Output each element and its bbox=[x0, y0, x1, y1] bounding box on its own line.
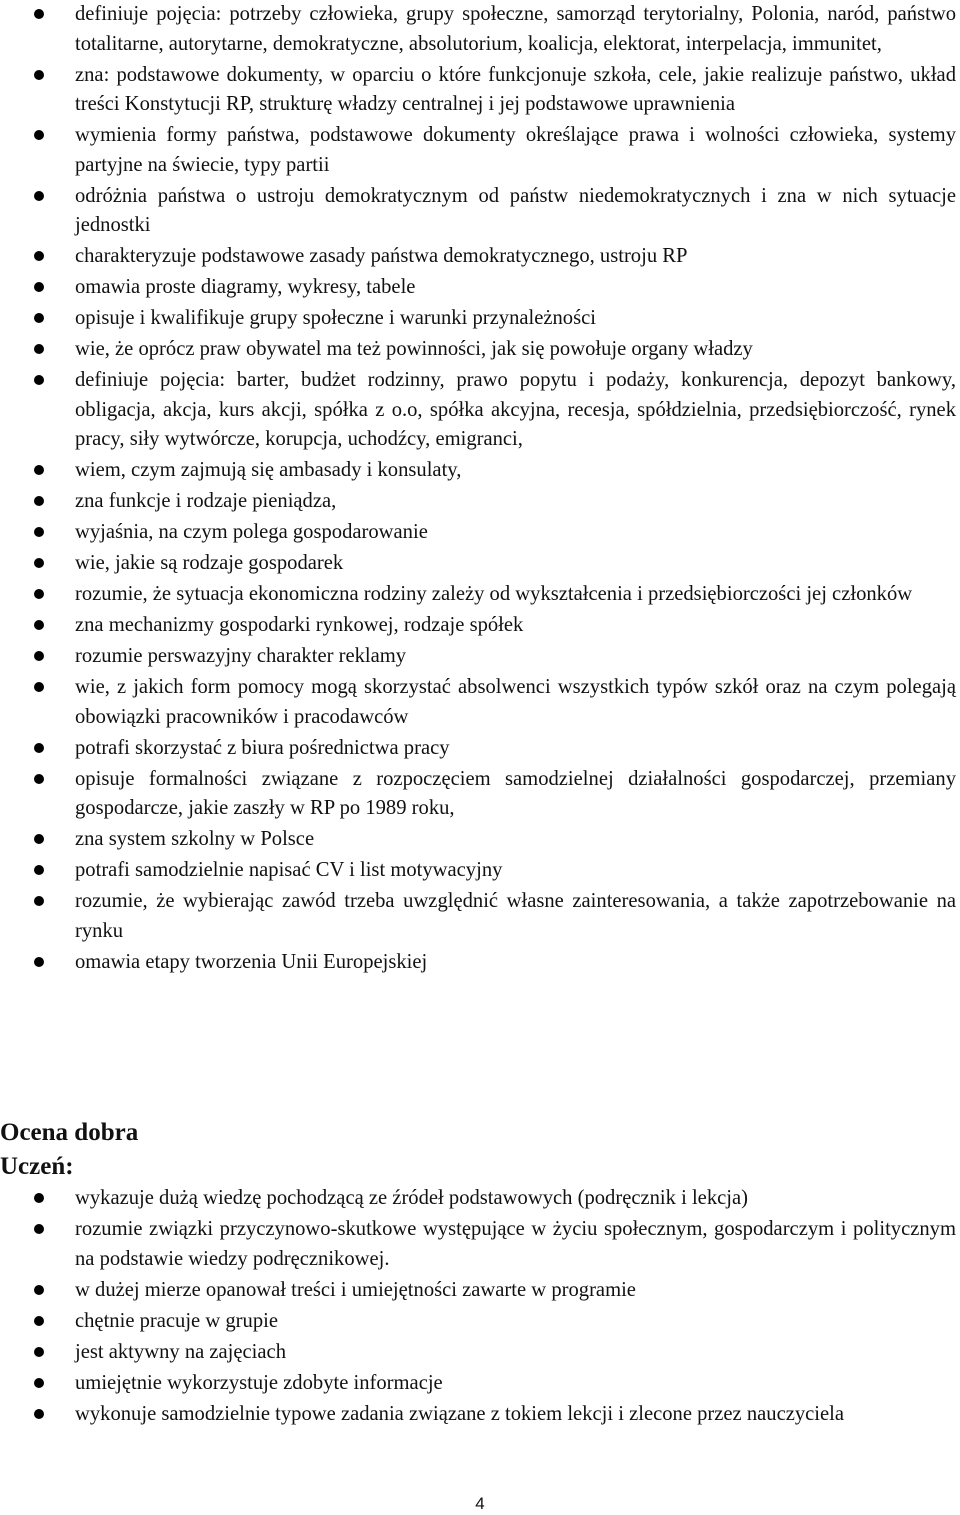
bullet-icon bbox=[34, 1224, 44, 1234]
list-item: definiuje pojęcia: barter, budżet rodzinny, prawo popytu i podaży, konkurencja, depozyt bankowy, obligacja, akcja, kurs akcji, spółka z o.o, spółka akcyjna, recesja, spółdzielnia, przedsiębiorczość, rynek pracy, siły wytwórcze, korupcja, uchodźcy, emigranci, bbox=[0, 366, 960, 455]
bullet-icon bbox=[34, 344, 44, 354]
list-item: umiejętnie wykorzystuje zdobyte informacje bbox=[0, 1369, 960, 1399]
bullet-icon bbox=[34, 957, 44, 967]
bullet-icon bbox=[34, 1378, 44, 1388]
bullet-icon bbox=[34, 282, 44, 292]
bullet-icon bbox=[34, 620, 44, 630]
list-item: omawia proste diagramy, wykresy, tabele bbox=[0, 273, 960, 303]
bullet-icon bbox=[34, 9, 44, 19]
bullet-icon bbox=[34, 1193, 44, 1203]
list-item: odróżnia państwa o ustroju demokratycznym od państw niedemokratycznych i zna w nich sytuacje jednostki bbox=[0, 182, 960, 241]
bullet-icon bbox=[34, 865, 44, 875]
page-number: 4 bbox=[475, 1494, 485, 1513]
bullet-icon bbox=[34, 682, 44, 692]
bullet-icon bbox=[34, 834, 44, 844]
bullet-icon bbox=[34, 130, 44, 140]
bullet-icon bbox=[34, 465, 44, 475]
list-item: opisuje i kwalifikuje grupy społeczne i warunki przynależności bbox=[0, 304, 960, 334]
bullet-list bbox=[0, 1184, 960, 1429]
bullet-icon bbox=[34, 496, 44, 506]
list-item: charakteryzuje podstawowe zasady państwa demokratycznego, ustroju RP bbox=[0, 242, 960, 272]
list-item: rozumie związki przyczynowo-skutkowe występujące w życiu społecznym, gospodarczym i politycznym na podstawie wiedzy podręcznikowej. bbox=[0, 1215, 960, 1274]
bullet-icon bbox=[34, 313, 44, 323]
bullet-icon bbox=[34, 896, 44, 906]
list-item: rozumie perswazyjny charakter reklamy bbox=[0, 642, 960, 672]
list-item: wykonuje samodzielnie typowe zadania związane z tokiem lekcji i zlecone przez nauczyciela bbox=[0, 1400, 960, 1430]
list-item: zna system szkolny w Polsce bbox=[0, 825, 960, 855]
list-item: zna mechanizmy gospodarki rynkowej, rodzaje spółek bbox=[0, 611, 960, 641]
grade-heading: Ocena dobra bbox=[0, 1119, 139, 1146]
list-item: rozumie, że wybierając zawód trzeba uwzględnić własne zainteresowania, a także zapotrzebowanie na rynku bbox=[0, 887, 960, 946]
list-item: zna funkcje i rodzaje pieniądza, bbox=[0, 487, 960, 517]
bullet-icon bbox=[34, 743, 44, 753]
list-item: jest aktywny na zajęciach bbox=[0, 1338, 960, 1368]
bullet-icon bbox=[34, 558, 44, 568]
bullet-icon bbox=[34, 589, 44, 599]
bullet-icon bbox=[34, 191, 44, 201]
list-item: w dużej mierze opanował treści i umiejętności zawarte w programie bbox=[0, 1276, 960, 1306]
bullet-icon bbox=[34, 651, 44, 661]
list-item: potrafi skorzystać z biura pośrednictwa pracy bbox=[0, 734, 960, 764]
list-item: chętnie pracuje w grupie bbox=[0, 1307, 960, 1337]
list-item: wyjaśnia, na czym polega gospodarowanie bbox=[0, 518, 960, 548]
list-item: wymienia formy państwa, podstawowe dokumenty określające prawa i wolności człowieka, systemy partyjne na świecie, typy partii bbox=[0, 121, 960, 180]
bullet-icon bbox=[34, 1316, 44, 1326]
bullet-icon bbox=[34, 70, 44, 80]
list-item: opisuje formalności związane z rozpoczęciem samodzielnej działalności gospodarczej, przemiany gospodarcze, jakie zaszły w RP po 1989 roku, bbox=[0, 765, 960, 824]
list-item: wie, jakie są rodzaje gospodarek bbox=[0, 549, 960, 579]
list-item: potrafi samodzielnie napisać CV i list motywacyjny bbox=[0, 856, 960, 886]
bullet-icon bbox=[34, 1285, 44, 1295]
bullet-icon bbox=[34, 774, 44, 784]
bullet-icon bbox=[34, 1347, 44, 1357]
list-item: omawia etapy tworzenia Unii Europejskiej bbox=[0, 948, 960, 978]
list-item: wie, że oprócz praw obywatel ma też powinności, jak się powołuje organy władzy bbox=[0, 335, 960, 365]
student-heading: Uczeń: bbox=[0, 1153, 74, 1180]
bullet-icon bbox=[34, 1409, 44, 1419]
requirements-list-good bbox=[0, 1184, 960, 1431]
list-item: wykazuje dużą wiedzę pochodzącą ze źródeł podstawowych (podręcznik i lekcja) bbox=[0, 1184, 960, 1214]
list-item: definiuje pojęcia: potrzeby człowieka, grupy społeczne, samorząd terytorialny, Polonia, naród, państwo totalitarne, autorytarne, demokratyczne, absolutorium, koalicja, elektorat, interpelacja, immunitet, bbox=[0, 0, 960, 59]
list-item: wiem, czym zajmują się ambasady i konsulaty, bbox=[0, 456, 960, 486]
list-item: wie, z jakich form pomocy mogą skorzystać absolwenci wszystkich typów szkół oraz na czym polegają obowiązki pracowników i pracodawców bbox=[0, 673, 960, 732]
bullet-icon bbox=[34, 527, 44, 537]
bullet-icon bbox=[34, 375, 44, 385]
list-item: zna: podstawowe dokumenty, w oparciu o które funkcjonuje szkoła, cele, jakie realizuje państwo, układ treści Konstytucji RP, strukturę władzy centralnej i jej podstawowe uprawnienia bbox=[0, 61, 960, 120]
list-item: rozumie, że sytuacja ekonomiczna rodziny zależy od wykształcenia i przedsiębiorczości jej członków bbox=[0, 580, 960, 610]
bullet-icon bbox=[34, 251, 44, 261]
